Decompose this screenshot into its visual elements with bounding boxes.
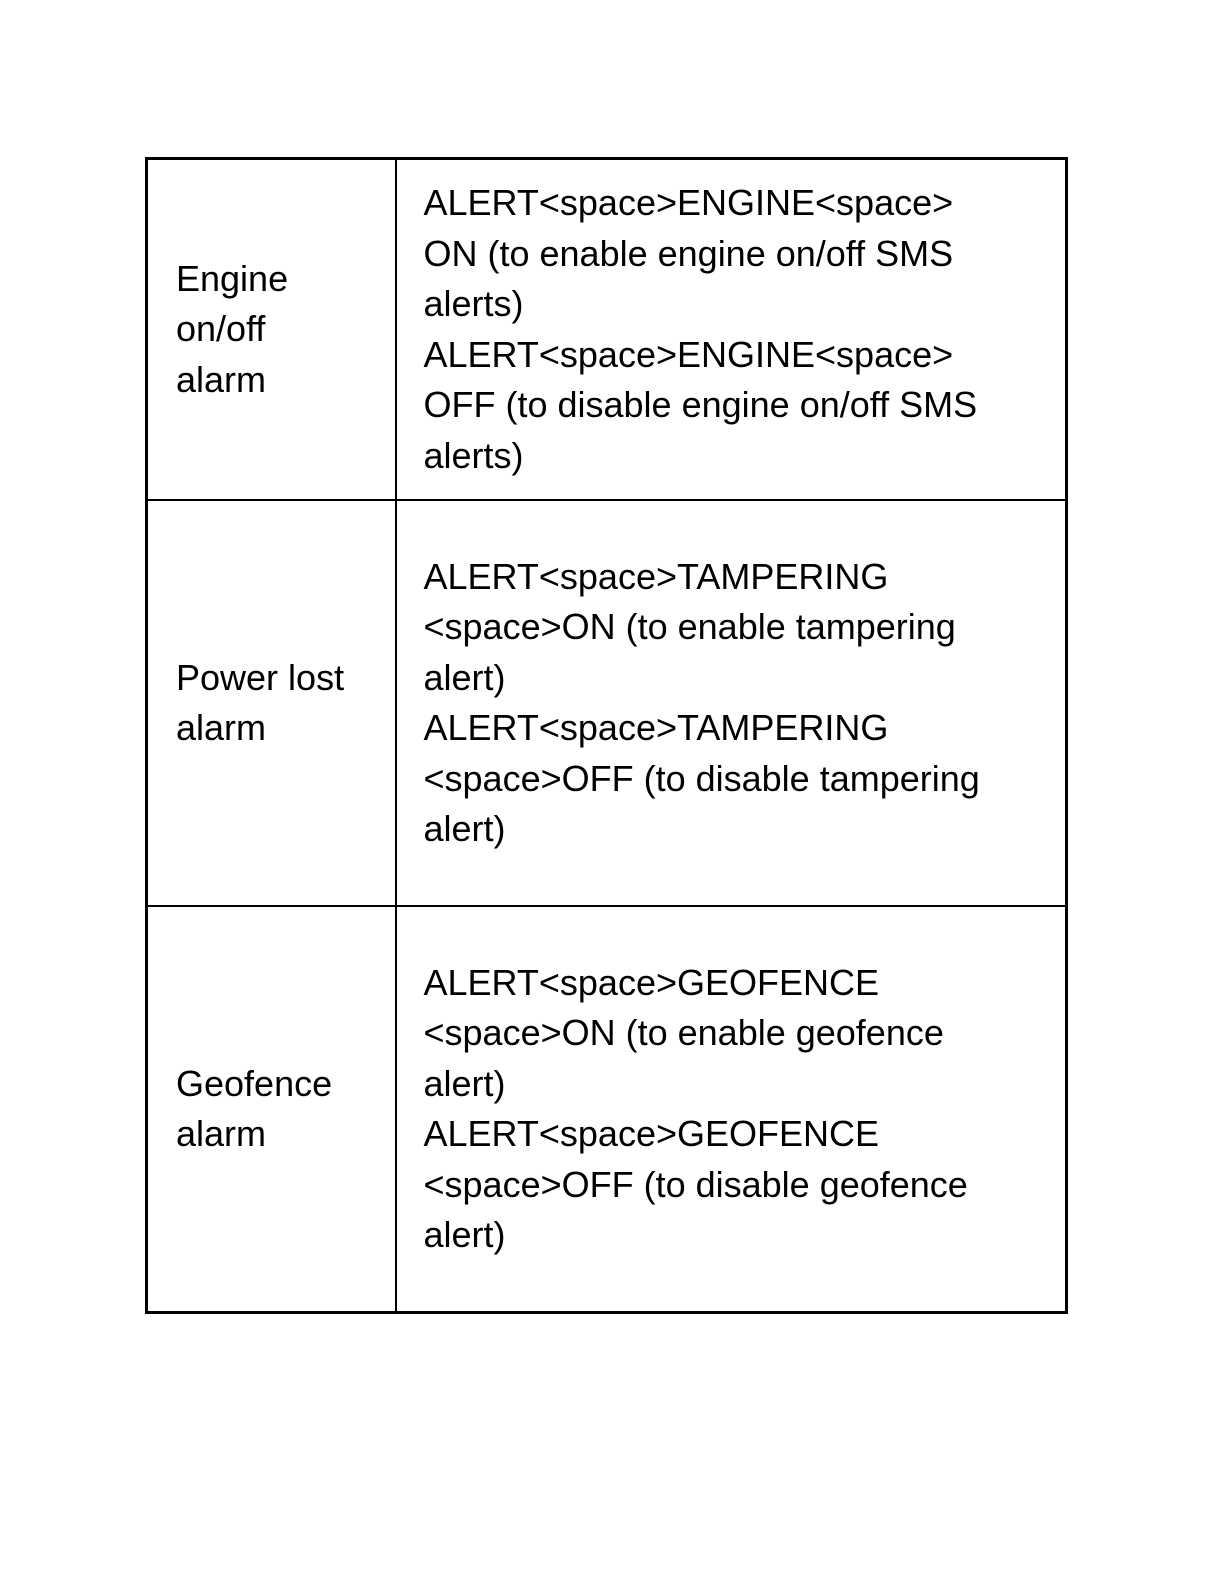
command-line: ON (to enable engine on/off SMS	[423, 232, 954, 274]
alarm-command-cell	[396, 500, 1067, 906]
command-line: alert)	[423, 808, 506, 849]
command-line: <space>OFF (to disable geofence	[423, 1163, 968, 1205]
command-line: alerts)	[423, 283, 524, 324]
alarm-name-line: Engine	[176, 257, 289, 299]
table-row	[147, 159, 1067, 501]
alarm-name-cell	[147, 159, 396, 501]
table-row	[147, 500, 1067, 906]
alarm-name-line: on/off	[176, 308, 266, 350]
command-line: alerts)	[423, 434, 524, 476]
command-line: ALERT<space>ENGINE<space>	[423, 333, 954, 375]
alarm-name-line: Power lost	[176, 656, 345, 698]
command-line: <space>OFF (to disable tampering	[423, 757, 980, 799]
command-line: ALERT<space>GEOFENCE	[423, 1113, 880, 1154]
alarm-name-line: Geofence	[176, 1062, 333, 1104]
command-line: ALERT<space>GEOFENCE	[423, 961, 880, 1003]
command-line: alert)	[423, 1062, 506, 1104]
alarm-name-line: alarm	[176, 358, 267, 400]
command-line: ALERT<space>ENGINE<space>	[423, 182, 954, 223]
alarm-name-line: alarm	[176, 707, 267, 748]
table-row	[147, 906, 1067, 1313]
command-line: alert)	[423, 1214, 506, 1255]
alarm-name-line: alarm	[176, 1113, 267, 1154]
alarm-name-cell	[147, 906, 396, 1313]
alarm-name-cell	[147, 500, 396, 906]
command-line: ALERT<space>TAMPERING	[423, 707, 889, 748]
alarm-command-cell	[396, 906, 1067, 1313]
command-line: <space>ON (to enable tampering	[423, 606, 956, 647]
command-line: <space>ON (to enable geofence	[423, 1012, 944, 1053]
command-line: alert)	[423, 656, 506, 698]
alarm-command-table	[145, 157, 1068, 1314]
alarm-command-cell	[396, 159, 1067, 501]
command-line: OFF (to disable engine on/off SMS	[423, 384, 978, 425]
command-line: ALERT<space>TAMPERING	[423, 555, 889, 597]
